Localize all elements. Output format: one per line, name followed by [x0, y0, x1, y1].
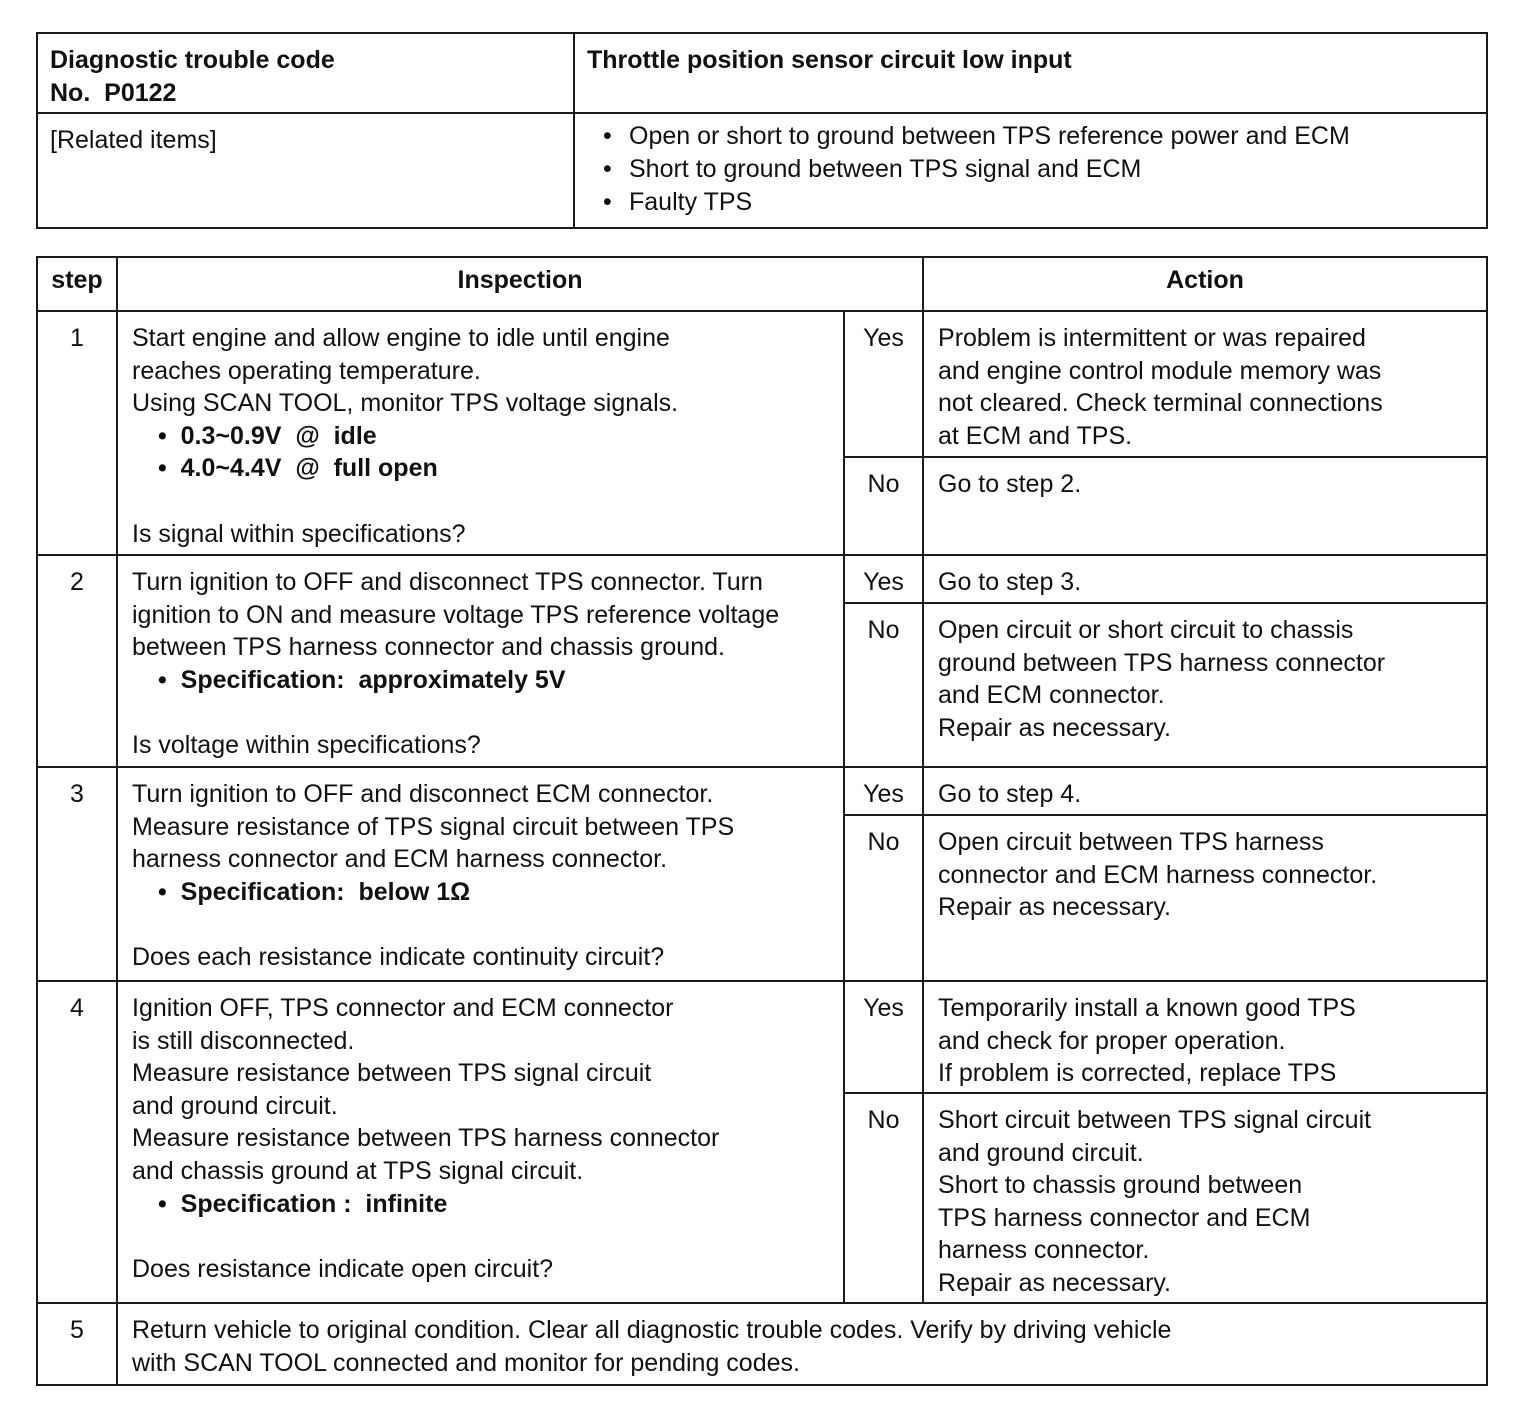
step-3-yes-row: [37, 767, 1487, 815]
action-line: Short to chassis ground between: [938, 1171, 1303, 1200]
no-action: [923, 457, 1487, 555]
specification-bullet: • Specification: below 1Ω: [132, 876, 835, 909]
inspection-question: Is signal within specifications?: [132, 519, 466, 548]
action-line: and engine control module memory was: [938, 356, 1382, 385]
step-text-line: Return vehicle to original condition. Clear all diagnostic trouble codes. Verify by driving vehicle: [132, 1316, 1172, 1344]
action-line: not cleared. Check terminal connections: [938, 389, 1383, 418]
inspection-question: Does each resistance indicate continuity circuit?: [132, 942, 665, 971]
inspection-line: is still disconnected.: [132, 1026, 355, 1055]
yes-action: [923, 767, 1487, 815]
related-items-list: [587, 120, 1474, 219]
inspection-question: Does resistance indicate open circuit?: [132, 1254, 554, 1283]
inspection-line: reaches operating temperature.: [132, 356, 481, 385]
inspection-line: Ignition OFF, TPS connector and ECM connector: [132, 994, 674, 1022]
inspection-line: Start engine and allow engine to idle until engine: [132, 324, 670, 352]
dtc-header-table: [36, 32, 1488, 229]
related-items-label-cell: [37, 113, 574, 228]
inspection-line: harness connector and ECM harness connector.: [132, 845, 668, 874]
inspection-line: and chassis ground at TPS signal circuit.: [132, 1156, 584, 1185]
related-item: • Faulty TPS: [615, 186, 1474, 219]
inspection-question: Is voltage within specifications?: [132, 730, 481, 759]
action-line: at ECM and TPS.: [938, 421, 1133, 450]
no-action: [923, 1093, 1487, 1303]
action-line: Go to step 3.: [938, 568, 1082, 596]
step-4-yes-row: [37, 981, 1487, 1093]
action-line: and ground circuit.: [938, 1138, 1144, 1167]
action-line: Go to step 4.: [938, 780, 1082, 808]
yes-label: Yes: [844, 555, 923, 603]
yes-action: [923, 981, 1487, 1093]
related-items-cell: [574, 113, 1487, 228]
action-line: connector and ECM harness connector.: [938, 860, 1378, 889]
specification-bullet: • Specification: approximately 5V: [132, 664, 835, 697]
inspection-line: Measure resistance between TPS signal circuit: [132, 1059, 652, 1088]
yes-label: Yes: [844, 311, 923, 457]
inspection-line: Turn ignition to OFF and disconnect TPS connector. Turn: [132, 568, 763, 596]
step-header: step: [37, 257, 117, 311]
action-line: and check for proper operation.: [938, 1026, 1286, 1055]
inspection-line: and ground circuit.: [132, 1091, 338, 1120]
no-label: No: [844, 1093, 923, 1303]
related-items-label: [Related items]: [50, 126, 217, 154]
step-number: 2: [37, 555, 117, 767]
no-action: [923, 603, 1487, 767]
specification-bullet: • 4.0~4.4V @ full open: [132, 452, 835, 485]
step-1-inspection: [117, 311, 844, 555]
dtc-code-cell: [37, 33, 574, 113]
related-item: • Open or short to ground between TPS reference power and ECM: [615, 120, 1474, 153]
step-number: 5: [37, 1303, 117, 1385]
specification-bullet: • Specification : infinite: [132, 1188, 835, 1221]
action-line: harness connector.: [938, 1236, 1150, 1265]
action-line: TPS harness connector and ECM: [938, 1203, 1311, 1232]
yes-label: Yes: [844, 981, 923, 1093]
action-line: ground between TPS harness connector: [938, 648, 1386, 677]
action-line: Temporarily install a known good TPS: [938, 994, 1356, 1022]
step-2-yes-row: [37, 555, 1487, 603]
action-line: Repair as necessary.: [938, 713, 1171, 742]
action-line: Open circuit between TPS harness: [938, 828, 1324, 856]
action-line: If problem is corrected, replace TPS: [938, 1059, 1337, 1088]
step-number: 4: [37, 981, 117, 1303]
yes-action: [923, 311, 1487, 457]
yes-label: Yes: [844, 767, 923, 815]
step-5-text: [117, 1303, 1487, 1385]
inspection-line: Using SCAN TOOL, monitor TPS voltage signals.: [132, 389, 679, 418]
action-header: Action: [923, 257, 1487, 311]
inspection-line: Turn ignition to OFF and disconnect ECM connector.: [132, 780, 714, 808]
action-line: Problem is intermittent or was repaired: [938, 324, 1366, 352]
inspection-line: Measure resistance between TPS harness connector: [132, 1124, 720, 1153]
yes-action: [923, 555, 1487, 603]
step-5-row: [37, 1303, 1487, 1385]
inspection-line: Measure resistance of TPS signal circuit between TPS: [132, 812, 735, 841]
no-label: No: [844, 457, 923, 555]
step-number: 1: [37, 311, 117, 555]
inspection-line: ignition to ON and measure voltage TPS reference voltage: [132, 600, 780, 629]
step-4-inspection: [117, 981, 844, 1303]
action-line: Short circuit between TPS signal circuit: [938, 1106, 1372, 1134]
diagnostic-procedure-table: [36, 256, 1488, 1386]
table-header-row: [37, 257, 1487, 311]
step-text-line: with SCAN TOOL connected and monitor for pending codes.: [132, 1348, 800, 1377]
dtc-title: Throttle position sensor circuit low input: [587, 46, 1072, 74]
action-line: Go to step 2.: [938, 470, 1082, 498]
no-action: [923, 815, 1487, 981]
dtc-number: No. P0122: [50, 78, 177, 107]
step-1-yes-row: [37, 311, 1487, 457]
no-label: No: [844, 603, 923, 767]
inspection-line: between TPS harness connector and chassis ground.: [132, 633, 725, 662]
action-line: Repair as necessary.: [938, 893, 1171, 922]
dtc-label: Diagnostic trouble code: [50, 46, 335, 74]
related-item: • Short to ground between TPS signal and ECM: [615, 153, 1474, 186]
step-number: 3: [37, 767, 117, 981]
inspection-header: Inspection: [117, 257, 923, 311]
dtc-title-cell: [574, 33, 1487, 113]
step-3-inspection: [117, 767, 844, 981]
specification-bullet: • 0.3~0.9V @ idle: [132, 420, 835, 453]
action-line: and ECM connector.: [938, 681, 1165, 710]
action-line: Repair as necessary.: [938, 1268, 1171, 1297]
no-label: No: [844, 815, 923, 981]
step-2-inspection: [117, 555, 844, 767]
action-line: Open circuit or short circuit to chassis: [938, 616, 1354, 644]
